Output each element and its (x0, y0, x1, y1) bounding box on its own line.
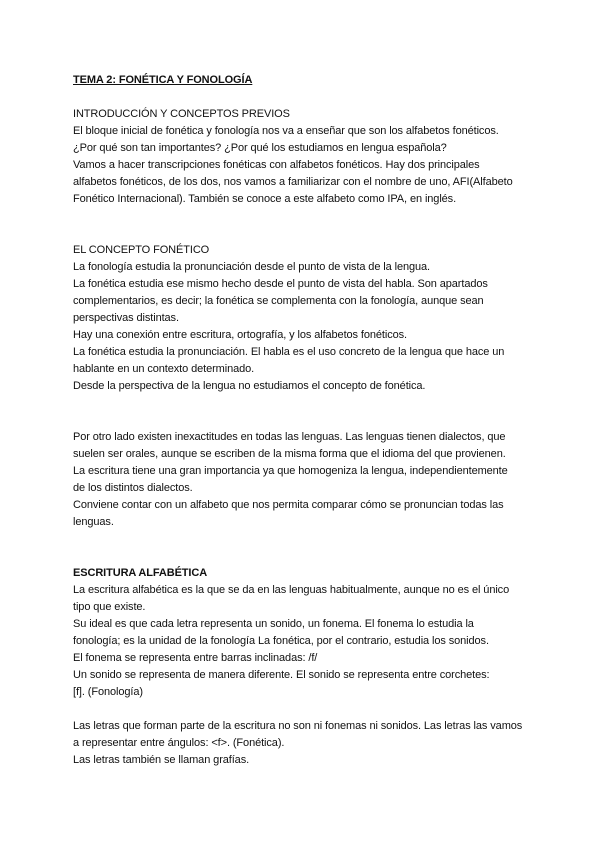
section-heading-introduccion: INTRODUCCIÓN Y CONCEPTOS PREVIOS (73, 108, 290, 120)
paragraph-line: La escritura alfabética es la que se da en las lenguas habitualmente, aunque no es el único (73, 584, 510, 596)
paragraph-line: a representar entre ángulos: <f>. (Fonética). (73, 737, 285, 749)
paragraph-line: perspectivas distintas. (73, 312, 179, 324)
paragraph-line: fonología; es la unidad de la fonología La fonética, por el contrario, estudia los sonidos. (73, 635, 489, 647)
paragraph-line: El fonema se representa entre barras inclinadas: /f/ (73, 652, 318, 664)
paragraph-line: suelen ser orales, aunque se escriben de la misma forma que el idioma del que provienen. (73, 448, 506, 460)
paragraph-line: ¿Por qué son tan importantes? ¿Por qué los estudiamos en lengua española? (73, 142, 447, 154)
paragraph-line: Las letras también se llaman grafías. (73, 754, 250, 766)
paragraph-line: Por otro lado existen inexactitudes en todas las lenguas. Las lenguas tienen dialectos, que (73, 431, 506, 443)
paragraph-line: tipo que existe. (73, 601, 146, 613)
paragraph-line: La escritura tiene una gran importancia ya que homogeniza la lengua, independientemente (73, 465, 508, 477)
paragraph-line: Fonético Internacional). También se conoce a este alfabeto como IPA, en inglés. (73, 193, 457, 205)
paragraph-line: hablante en un contexto determinado. (73, 363, 255, 375)
paragraph-line: Vamos a hacer transcripciones fonéticas con alfabetos fonéticos. Hay dos principales (73, 159, 480, 171)
section-heading-concepto-fonetico: EL CONCEPTO FONÉTICO (73, 244, 210, 256)
paragraph-line: Un sonido se representa de manera diferente. El sonido se representa entre corchetes: (73, 669, 490, 681)
paragraph-line: [f]. (Fonología) (73, 686, 143, 698)
section-heading-escritura-alfabetica: ESCRITURA ALFABÉTICA (73, 567, 208, 579)
paragraph-line: El bloque inicial de fonética y fonología nos va a enseñar que son los alfabetos fonéticos. (73, 125, 499, 137)
document-title: TEMA 2: FONÉTICA Y FONOLOGÍA (73, 74, 253, 86)
paragraph-line: Su ideal es que cada letra representa un sonido, un fonema. El fonema lo estudia la (73, 618, 474, 630)
paragraph-line: alfabetos fonéticos, de los dos, nos vamos a familiarizar con el nombre de uno, AFI(Alfabeto (73, 176, 513, 188)
paragraph-line: La fonética estudia ese mismo hecho desde el punto de vista del habla. Son apartados (73, 278, 488, 290)
paragraph-line: Hay una conexión entre escritura, ortografía, y los alfabetos fonéticos. (73, 329, 407, 341)
paragraph-line: La fonología estudia la pronunciación desde el punto de vista de la lengua. (73, 261, 430, 273)
paragraph-line: Las letras que forman parte de la escritura no son ni fonemas ni sonidos. Las letras las vamos (73, 720, 523, 732)
paragraph-line: Conviene contar con un alfabeto que nos permita comparar cómo se pronuncian todas las (73, 499, 504, 511)
paragraph-line: lenguas. (73, 516, 114, 528)
paragraph-line: de los distintos dialectos. (73, 482, 193, 494)
paragraph-line: complementarios, es decir; la fonética se complementa con la fonología, aunque sean (73, 295, 484, 307)
paragraph-line: Desde la perspectiva de la lengua no estudiamos el concepto de fonética. (73, 380, 426, 392)
paragraph-line: La fonética estudia la pronunciación. El habla es el uso concreto de la lengua que hace un (73, 346, 505, 358)
